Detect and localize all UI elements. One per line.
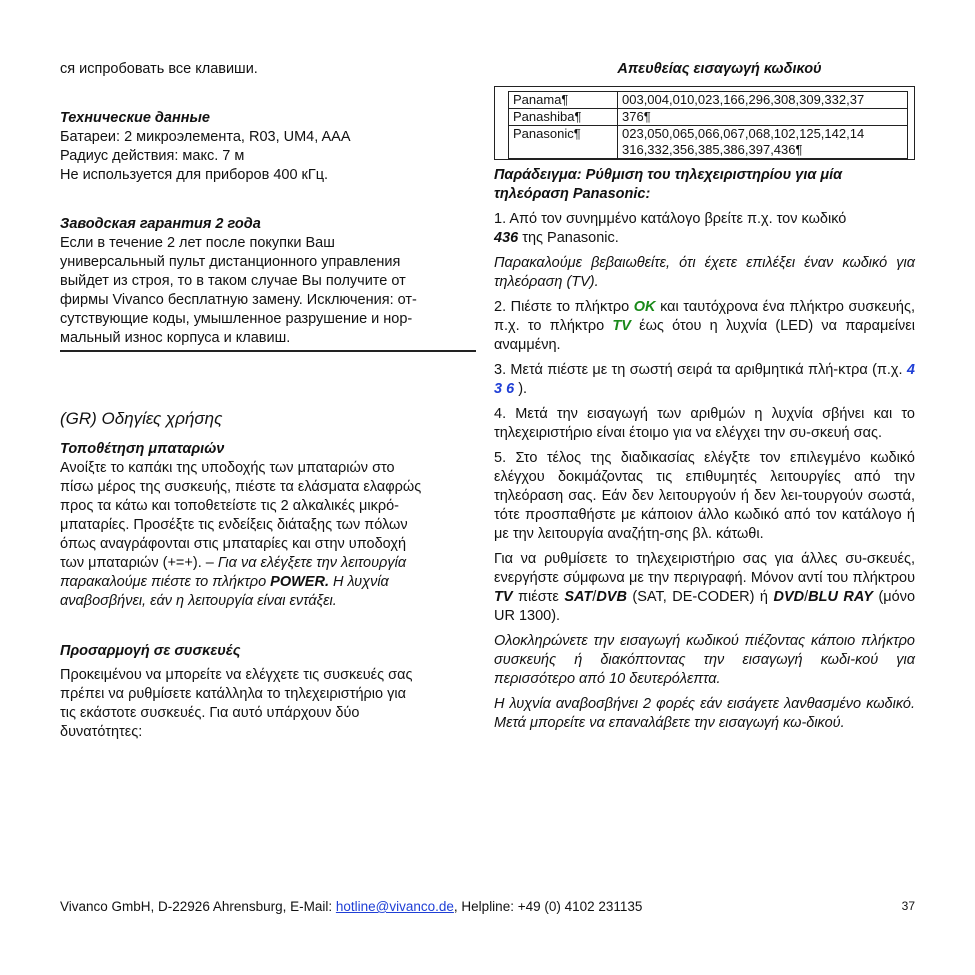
step-5: 5. Στο τέλος της διαδικασίας ελέγξτε τον επιλεγμένο κωδικό ελέγχου δοκιμάζοντας τις επιθυμητές λειτουργίες από την τηλεόραση σας. Εάν δεν λειτουργούν ή δεν λει-τουργούν σωστά, τότε προσπαθήστε με κάποιον άλλο κωδικό από τον κατάλογο ή με την λειτουργία αναζήτη-σης βλ. κάτωθι.	[494, 450, 915, 542]
step-text: 1. Από τον συνημμένο κατάλογο βρείτε π.χ. τον κωδικό	[494, 211, 847, 227]
batteries-italic: Η λυχνία	[328, 574, 389, 590]
step-4: 4. Μετά την εισαγωγή των αριθμών η λυχνία σβήνει και το τηλεχειριστήριο είναι έτοιμο για να ελέγχει την συ-σκευή σας.	[494, 406, 915, 441]
warranty-heading: Заводская гарантия 2 года	[60, 216, 261, 232]
ok-key-label: OK	[633, 299, 656, 315]
step-text: και ταυτόχρονα ένα πλήκτρο συσκευής, π.χ. το πλήκτρο	[494, 299, 915, 334]
dvd-key-label: DVD	[773, 589, 805, 605]
brand-cell: Panasonic¶	[509, 126, 618, 159]
step-text: 2. Πιέστε το πλήκτρο	[494, 299, 634, 315]
body-text: /	[804, 589, 809, 605]
warranty-line: фирмы Vivanco бесплатную замену. Исключения: от-	[60, 292, 417, 308]
note-2: Ολοκληρώνετε την εισαγωγή κωδικού πιέζοντας κάποιο πλήκτρο συσκευής ή διακόπτοντας την εισαγωγή κωδι-κού για περισσότερο από 10 δευτερόλεπτα.	[494, 633, 915, 687]
brand-cell: Panashiba¶	[509, 109, 618, 126]
brand-cell: Panama¶	[509, 92, 618, 109]
code-table-box	[494, 86, 915, 160]
batteries-italic: Για να ελέγξετε την λειτουργία	[217, 555, 407, 571]
step-text: 3. Μετά πιέστε με τη σωστή σειρά τα αριθμητικά πλή-κτρα (π.χ.	[494, 362, 907, 378]
warranty-line: сутствующие коды, умышленное разрушение и нор-	[60, 311, 413, 327]
tech-heading: Технические данные	[60, 110, 210, 126]
warranty-line: мальный износ корпуса и клавиш.	[60, 330, 291, 346]
batteries-line: αναβοσβήνει, εάν η λειτουργία είναι εντάξει.	[60, 593, 337, 609]
dvb-key-label: DVB	[596, 589, 627, 605]
footer-text: , Helpline: +49 (0) 4102 231135	[453, 899, 643, 914]
batteries-text: των μπαταριών (+=+). –	[60, 555, 218, 571]
power-key-label: POWER.	[270, 574, 329, 590]
step-3	[494, 361, 915, 399]
table-row	[509, 126, 908, 159]
adapt-line: Προκειμένου να μπορείτε να ελέγχετε τις συσκευές σας	[60, 667, 413, 683]
brand-cell	[509, 159, 618, 161]
step-text: της Panasonic.	[518, 230, 619, 246]
body-text: /	[592, 589, 597, 605]
step-text: ).	[514, 381, 528, 397]
batteries-heading: Τοποθέτηση μπαταριών	[60, 441, 225, 457]
tech-line: Радиус действия: макс. 7 м	[60, 148, 245, 164]
batteries-line	[60, 554, 476, 573]
body-text: (SAT, DE-CODER) ή	[626, 589, 774, 605]
code-value: 436	[494, 230, 519, 246]
other-devices	[494, 550, 915, 626]
batteries-line: πίσω μέρος της συσκευής, πιέστε τα ελάσματα ελαφρώς	[60, 479, 422, 495]
body-text: (μόνο UR 1300).	[494, 589, 916, 624]
warranty-line: Если в течение 2 лет после покупки Ваш	[60, 235, 335, 251]
footer	[60, 897, 700, 916]
adapt-line: τις εκάστοτε συσκευές. Για αυτό υπάρχουν δύο	[60, 705, 360, 721]
batteries-line: όπως αναγράφονται στις μπαταρίες και στην υποδοχή	[60, 536, 407, 552]
adapt-line: πρέπει να ρυθμίσετε κατάλληλα το τηλεχειριστήριο για	[60, 686, 406, 702]
gr-section-title: (GR) Οδηγίες χρήσης	[60, 409, 223, 428]
code-table	[508, 91, 908, 160]
note-3: Η λυχνία αναβοσβήνει 2 φορές εάν εισάγετε λανθασμένο κωδικό. Μετά μπορείτε να επαναλάβετε την εισαγωγή κω-δικού.	[494, 696, 915, 731]
step-2	[494, 298, 915, 355]
example-heading: τηλεόραση Panasonic:	[494, 186, 651, 202]
table-row	[509, 92, 908, 109]
warranty-line: универсальный пульт дистанционного управления	[60, 254, 401, 270]
codes-cell	[618, 159, 908, 161]
codes-cell: 023,050,065,066,067,068,102,125,142,14 316,332,356,385,386,397,436¶	[618, 126, 908, 159]
batteries-italic: παρακαλούμε πιέστε το πλήκτρο	[60, 574, 271, 590]
email-link[interactable]: hotline@vivanco.de	[335, 899, 454, 914]
batteries-line: μπαταρίες. Προσέξτε τις ενδείξεις διάταξης των πόλων	[60, 517, 408, 533]
warranty-block	[60, 234, 476, 352]
right-column	[494, 60, 915, 733]
tv-key-label: TV	[494, 589, 513, 605]
warranty-line: выйдет из строя, то в таком случае Вы получите от	[60, 273, 406, 289]
tech-line: Батареи: 2 микроэлемента, R03, UM4, AAA	[60, 129, 351, 145]
codes-cell: 376¶	[618, 109, 908, 126]
sat-key-label: SAT	[564, 589, 593, 605]
top-line: ся испробовать все клавиши.	[60, 61, 258, 77]
batteries-line: Ανοίξτε το καπάκι της υποδοχής των μπαταριών στο	[60, 460, 395, 476]
adapt-heading: Προσαρμογή σε συσκευές	[60, 643, 241, 659]
body-text: πιέστε	[512, 589, 565, 605]
adapt-line: δυνατότητες:	[60, 724, 143, 740]
page-number: 37	[901, 899, 915, 913]
step-1	[494, 210, 915, 248]
tech-line: Не используется для приборов 400 кГц.	[60, 167, 329, 183]
bluray-key-label: BLU RAY	[808, 589, 873, 605]
body-text: Για να ρυθμίσετε το τηλεχειριστήριο σας για άλλες συ-σκευές, ενεργήστε σύμφωνα με την περιγραφή. Μόνον αντί του πλήκτρου	[494, 551, 915, 586]
code-value: 4 3 6	[494, 362, 915, 397]
batteries-line	[60, 573, 476, 592]
table-row	[509, 109, 908, 126]
note-1: Παρακαλούμε βεβαιωθείτε, ότι έχετε επιλέξει έναν κωδικό για τηλεόραση (TV).	[494, 255, 915, 290]
tv-key-label: TV	[612, 318, 631, 334]
left-column	[60, 60, 476, 742]
example-heading: Παράδειγμα: Ρύθμιση του τηλεχειριστηρίου για μία	[494, 167, 843, 183]
step-text: έως ότου η λυχνία (LED) να παραμείνει αναμμένη.	[494, 318, 915, 353]
footer-text: Vivanco GmbH, D-22926 Ahrensburg, E-Mail:	[60, 899, 336, 914]
batteries-line: προς τα κάτω και τοποθετείστε τις 2 αλκαλικές μικρό-	[60, 498, 399, 514]
table-row	[509, 159, 908, 161]
codes-cell: 003,004,010,023,166,296,308,309,332,37	[618, 92, 908, 109]
direct-entry-heading: Απευθείας εισαγωγή κωδικού	[617, 61, 822, 77]
